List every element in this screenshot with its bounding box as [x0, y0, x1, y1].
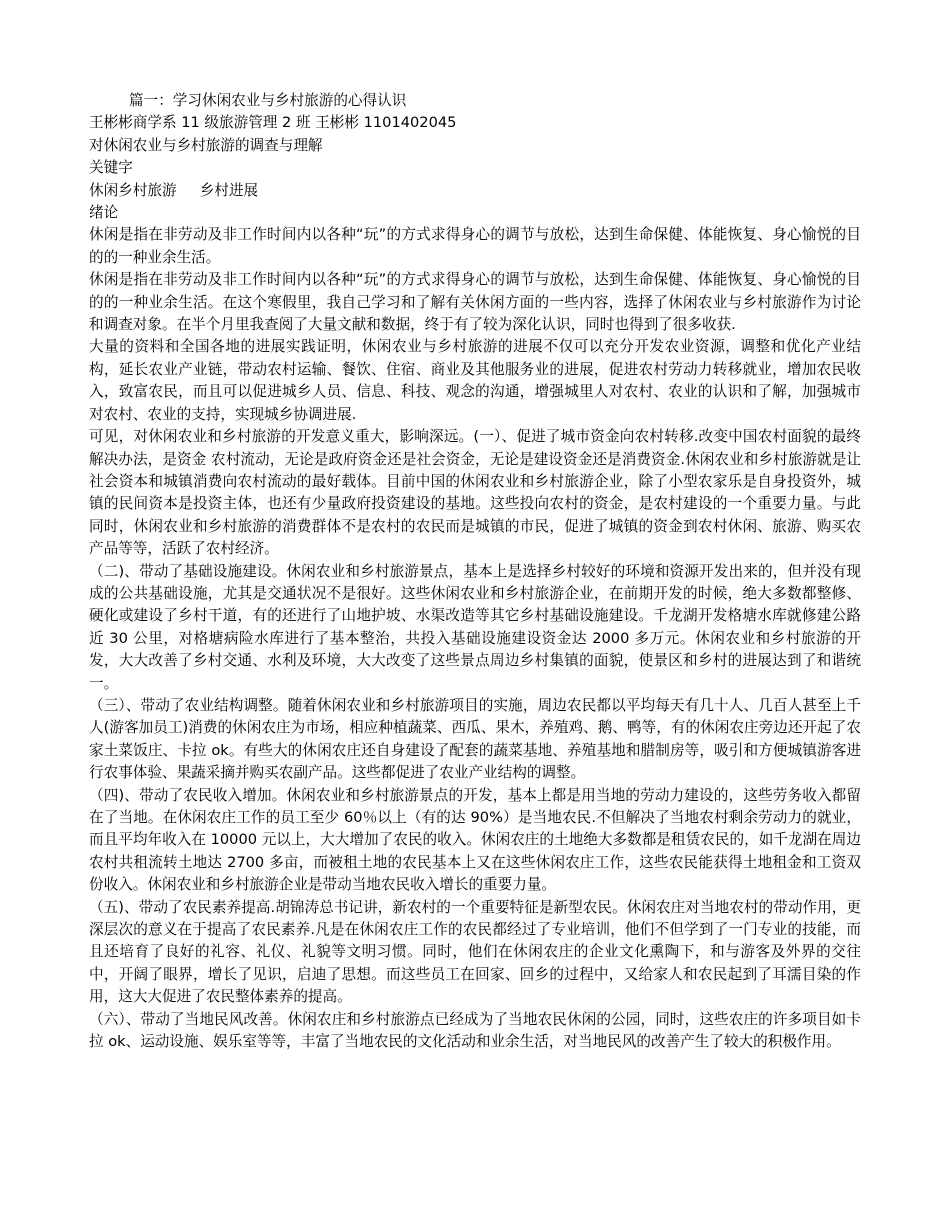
keyword-list: 休闲乡村旅游 乡村进展 [89, 181, 259, 199]
paragraph-7: （四)、带动了农民收入增加。休闲农业和乡村旅游景点的开发，基本上都是用当地的劳动力建设的，这些劳务收入都留在了当地。在休闲农庄工作的员工至少 60％以上（有的达 90%）是当地农民.不但解决了当地农村剩余劳动力的就业，而且平均年收入在 10000 元以上，大大增加了农民的收入。休闲农庄的土地绝大多数都是租赁农民的，如千龙湖在周边农村共租流转土地达 2700 多亩，而被租土地的农民基本上又在这些休闲农庄工作，这些农民能获得土地租金和工资双份收入。休闲农业和乡村旅游企业是带动当地农民收入增长的重要力量。 [89, 786, 861, 894]
paragraph-1: 休闲是指在非劳动及非工作时间内以各种“玩”的方式求得身心的调节与放松，达到生命保健、体能恢复、身心愉悦的目的的一种业余生活。 [89, 226, 861, 266]
author-line: 王彬彬商学系 11 级旅游管理 2 班 王彬彬 1101402045 [89, 114, 457, 132]
paragraph-6: （三）、带动了农业结构调整。随着休闲农业和乡村旅游项目的实施，周边农民都以平均每天有几十人、几百人甚至上千人(游客加员工)消费的休闲农庄为市场，相应种植蔬菜、西瓜、果木，养殖鸡、鹅、鸭等，有的休闲农庄旁边还开起了农家土菜饭庄、卡拉 ok。有些大的休闲农庄还自身建设了配套的蔬菜基地、养殖基地和腊制房等，吸引和方便城镇游客进行农事体验、果蔬采摘并购买农副产品。这些都促进了农业产业结构的调整。 [89, 696, 861, 782]
paragraph-2: 休闲是指在非劳动及非工作时间内以各种“玩”的方式求得身心的调节与放松，达到生命保健、体能恢复、身心愉悦的目的的一种业余生活。在这个寒假里，我自己学习和了解有关休闲方面的一些内容，选择了休闲农业与乡村旅游作为讨论和调查对象。在半个月里我查阅了大量文献和数据，终于有了较为深化认识，同时也得到了很多收获. [89, 271, 861, 334]
document-page [89, 90, 861, 1053]
paragraph-8: （五)、带动了农民素养提高.胡锦涛总书记讲，新农村的一个重要特征是新型农民。休闲农庄对当地农村的带动作用，更深层次的意义在于提高了农民素养.凡是在休闲农庄工作的农民都经过了专业培训，他们不但学到了一门专业的技能，而且还培育了良好的礼容、礼仪、礼貌等文明习惯。同时，他们在休闲农庄的企业文化熏陶下，和与游客及外界的交往中，开阔了眼界，增长了见识，启迪了思想。而这些员工在回家、回乡的过程中，又给家人和农民起到了耳濡目染的作用，这大大促进了农民整体素养的提高。 [89, 898, 861, 1006]
document-title: 篇一：学习休闲农业与乡村旅游的心得认识 [129, 92, 407, 109]
keyword-heading: 关键字 [89, 159, 133, 177]
paragraph-4: 可见，对休闲农业和乡村旅游的开发意义重大，影响深远。(一）、促进了城市资金向农村转移.改变中国农村面貌的最终解决办法，是资金 农村流动，无论是政府资金还是社会资金，无论是建设资金还是消费资金.休闲农业和乡村旅游就是让社会资本和城镇消费向农村流动的最好载体。目前中国的休闲农业和乡村旅游企业，除了小型农家乐是自身投资外，城镇的民间资本是投资主体，也还有少量政府投资建设的基地。这些投向农村的资金，是农村建设的一个重要力量。与此同时，休闲农业和乡村旅游的消费群体不是农村的农民而是城镇的市民，促进了城镇的资金到农村休闲、旅游、购买农产品等等，活跃了农村经济。 [89, 428, 861, 558]
paragraph-9: （六）、带动了当地民风改善。休闲农庄和乡村旅游点已经成为了当地农民休闲的公园，同时，这些农庄的许多项目如卡拉 ok、运动设施、娱乐室等等，丰富了当地农民的文化活动和业余生活，对当地民风的改善产生了较大的积极作用。 [89, 1010, 861, 1051]
paragraph-3: 大量的资料和全国各地的进展实践证明，休闲农业与乡村旅游的进展不仅可以充分开发农业资源，调整和优化产业结构，延长农业产业链，带动农村运输、餐饮、住宿、商业及其他服务业的进展，促进农村劳动力转移就业，增加农民收入，致富农民，而且可以促进城乡人员、信息、科技、观念的沟通，增强城里人对农村、农业的认识和了解，加强城市对农村、农业的支持，实现城乡协调进展. [89, 338, 861, 423]
document-subtitle: 对休闲农业与乡村旅游的调查与理解 [89, 136, 323, 154]
intro-heading: 绪论 [89, 204, 119, 222]
paragraph-5: （二)、带动了基础设施建设。休闲农业和乡村旅游景点，基本上是选择乡村较好的环境和资源开发出来的，但并没有现成的公共基础设施，尤其是交通状况不是很好。这些休闲农业和乡村旅游企业，在前期开发的时候，绝大多数都整修、硬化或建设了乡村干道，有的还进行了山地护坡、水渠改造等其它乡村基础设施建设。千龙湖开发格塘水库就修建公路近 30 公里，对格塘病险水库进行了基本整治，共投入基础设施建设资金达 2000 多万元。休闲农业和乡村旅游的开发，大大改善了乡村交通、水利及环境，大大改变了这些景点周边乡村集镇的面貌，使景区和乡村的进展达到了和谐统一。 [89, 562, 861, 692]
